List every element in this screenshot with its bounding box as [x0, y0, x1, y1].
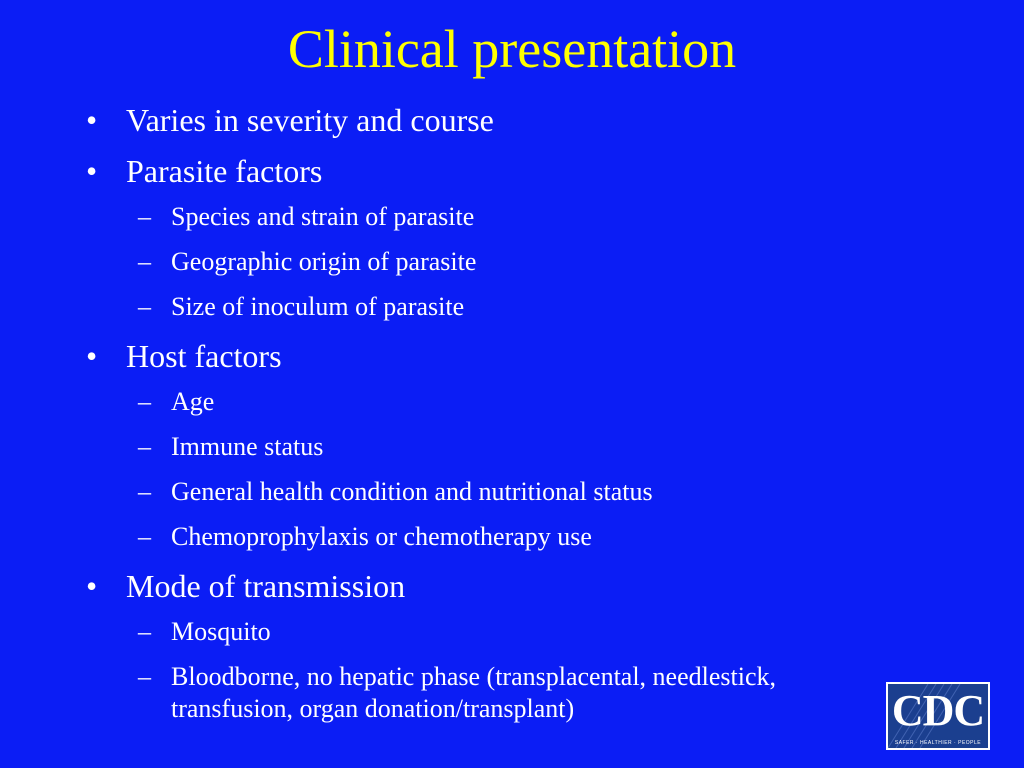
sub-bullet-item	[86, 521, 966, 553]
bullet-item	[86, 147, 966, 195]
dash-icon: –	[138, 387, 151, 416]
sub-bullet-item	[86, 291, 966, 323]
dash-icon: –	[138, 477, 151, 506]
sub-bullet-text: Age	[171, 387, 215, 416]
sub-bullet-text: Species and strain of parasite	[171, 202, 475, 231]
bullet-icon: •	[86, 153, 98, 189]
bullet-icon: •	[86, 102, 98, 138]
dash-icon: –	[138, 247, 151, 276]
bullet-icon: •	[86, 338, 98, 374]
cdc-logo	[886, 682, 990, 750]
bullet-list	[86, 96, 966, 725]
sub-bullet-text: Chemoprophylaxis or chemotherapy use	[171, 522, 592, 551]
cdc-logo-panel	[888, 684, 988, 748]
sub-bullet-item	[86, 386, 966, 418]
sub-bullet-item	[86, 476, 966, 508]
cdc-logo-text: CDC	[891, 686, 985, 735]
sub-bullet-text: Geographic origin of parasite	[171, 247, 477, 276]
bullet-item	[86, 332, 966, 380]
sub-bullet-item	[86, 616, 966, 648]
bullet-item	[86, 96, 966, 144]
sub-bullet-item	[86, 246, 966, 278]
bullet-icon: •	[86, 568, 98, 604]
dash-icon: –	[138, 292, 151, 321]
bullet-text: Varies in severity and course	[126, 102, 494, 138]
bullet-item	[86, 562, 966, 610]
sub-bullet-text: Bloodborne, no hepatic phase (transplacental, needlestick, transfusion, organ donation/transplant)	[171, 662, 777, 723]
dash-icon: –	[138, 432, 151, 461]
sub-bullet-text: Mosquito	[171, 617, 271, 646]
dash-icon: –	[138, 662, 151, 691]
sub-bullet-item	[86, 431, 966, 463]
cdc-logo-tagline: SAFER · HEALTHIER · PEOPLE	[894, 740, 982, 746]
slide-title: Clinical presentation	[287, 19, 737, 79]
sub-bullet-text: Immune status	[171, 432, 324, 461]
dash-icon: –	[138, 522, 151, 551]
sub-bullet-item	[86, 201, 966, 233]
sub-bullet-item	[86, 661, 871, 725]
bullet-text: Parasite factors	[126, 153, 323, 189]
bullet-text: Mode of transmission	[126, 568, 406, 604]
bullet-text: Host factors	[126, 338, 282, 374]
sub-bullet-text: General health condition and nutritional status	[171, 477, 653, 506]
sub-bullet-text: Size of inoculum of parasite	[171, 292, 465, 321]
dash-icon: –	[138, 202, 151, 231]
dash-icon: –	[138, 617, 151, 646]
